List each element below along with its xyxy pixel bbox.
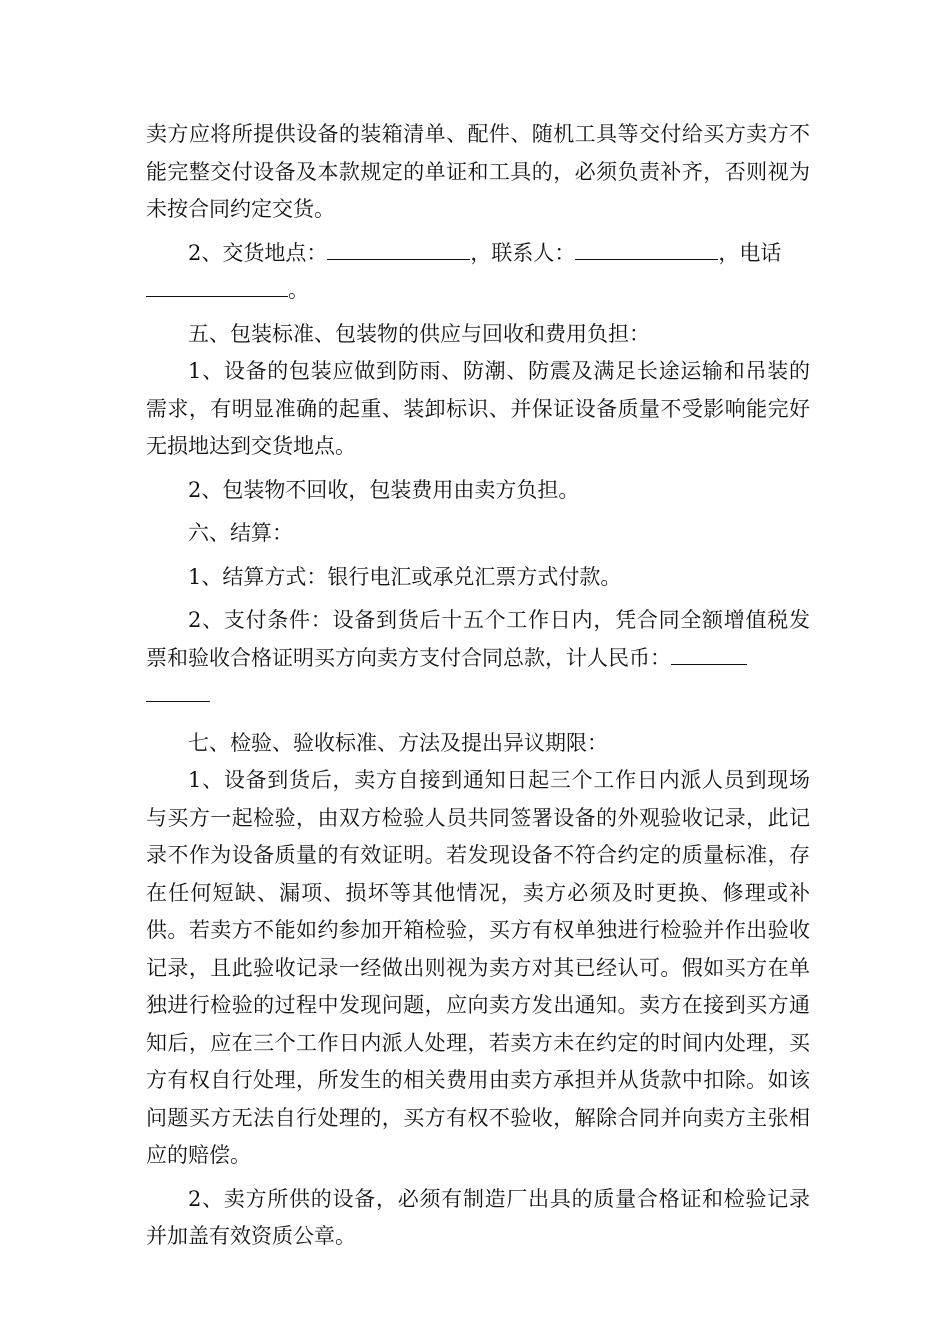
delivery-place-blank bbox=[327, 237, 470, 260]
section-5-heading: 五、包装标准、包装物的供应与回收和费用负担： bbox=[188, 321, 650, 346]
section-7-item-2: 2、卖方所供的设备，必须有制造厂出具的质量合格证和检验记录并加盖有效资质公章。 bbox=[146, 1186, 810, 1248]
phone-blank bbox=[146, 274, 288, 297]
section-6-item-2 bbox=[146, 602, 810, 677]
section-6-item-1: 1、结算方式：银行电汇或承兑汇票方式付款。 bbox=[188, 564, 622, 589]
contact-label: ，联系人： bbox=[470, 240, 576, 265]
phone-end-punct: 。 bbox=[288, 278, 309, 302]
section-7-heading: 七、检验、验收标准、方法及提出异议期限： bbox=[188, 730, 608, 755]
phone-label: ，电话 bbox=[718, 240, 782, 265]
amount-blank-continued bbox=[146, 679, 210, 702]
amount-blank-continued-line bbox=[146, 677, 810, 715]
section-6-heading: 六、结算： bbox=[188, 521, 293, 545]
payment-terms-text: 2、支付条件：设备到货后十五个工作日内，凭合同全额增值税发票和验收合格证明买方向卖方支付合同总款，计人民币： bbox=[146, 608, 810, 670]
delivery-place-label: 2、交货地点： bbox=[188, 240, 328, 265]
section-7-item-1: 1、设备到货后，卖方自接到通知日起三个工作日内派人员到现场与买方一起检验，由双方检验人员共同签署设备的外观验收记录，此记录不作为设备质量的有效证明。若发现设备不符合约定的质量标准，存在任何短缺、漏项、损坏等其他情况，卖方必须及时更换、修理或补供。若卖方不能如约参加开箱检验，买方有权单独进行检验并作出验收记录，且此验收记录一经做出则视为卖方对其已经认可。假如买方在单独进行检验的过程中发现问题，应向卖方发出通知。卖方在接到买方通知后，应在三个工作日内派人处理，若卖方未在约定的时间内处理，买方有权自行处理，所发生的相关费用由卖方承担并从货款中扣除。如该问题买方无法自行处理的，买方有权不验收，解除合同并向卖方主张相应的赔偿。 bbox=[146, 768, 810, 1167]
section-5-item-1: 1、设备的包装应做到防雨、防潮、防震及满足长途运输和吊装的需求，有明显准确的起重、装卸标识、并保证设备质量不受影响能完好无损地达到交货地点。 bbox=[146, 359, 810, 458]
spacer bbox=[146, 715, 810, 725]
delivery-place-paragraph bbox=[146, 235, 810, 273]
delivery-documents-paragraph: 卖方应将所提供设备的装箱清单、配件、随机工具等交付给买方卖方不能完整交付设备及本款规定的单证和工具的，必须负责补齐，否则视为未按合同约定交货。 bbox=[146, 122, 810, 221]
contact-blank bbox=[575, 237, 718, 260]
amount-blank bbox=[671, 642, 747, 665]
contract-page bbox=[146, 116, 810, 1256]
phone-line bbox=[146, 272, 810, 310]
section-5-item-2: 2、包装物不回收，包装费用由卖方负担。 bbox=[188, 477, 580, 502]
